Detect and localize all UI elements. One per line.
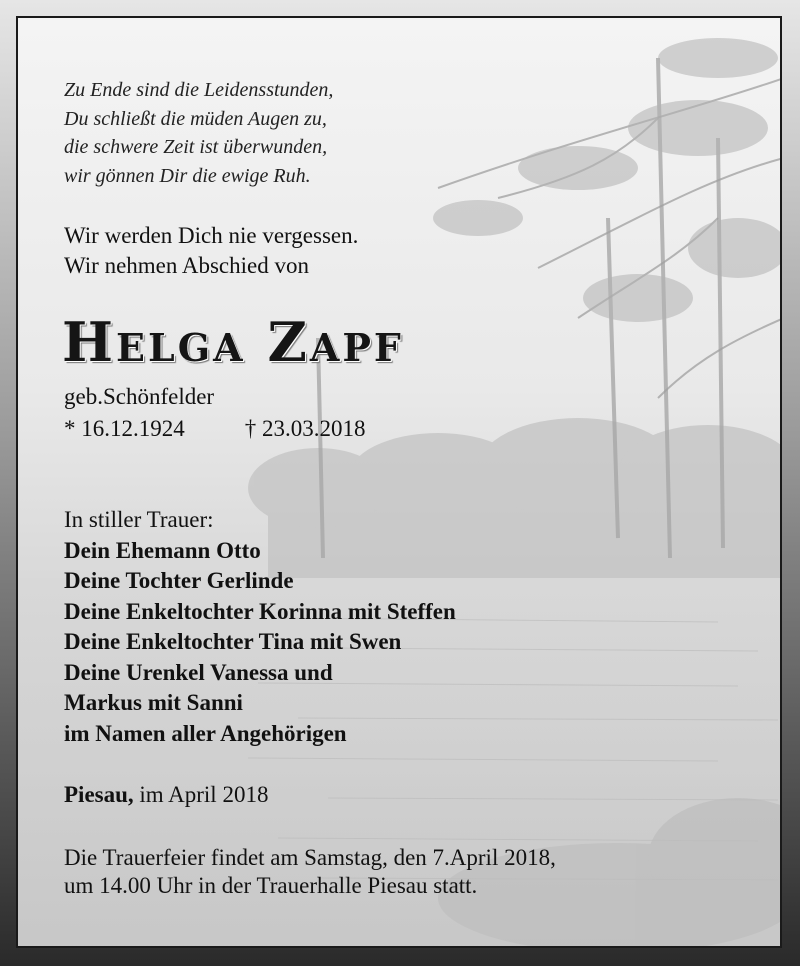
mourner-name: Markus mit Sanni bbox=[64, 690, 243, 715]
mourner-name: Dein Ehemann Otto bbox=[64, 537, 261, 563]
place-date: im April 2018 bbox=[139, 782, 269, 807]
memorial-verse bbox=[64, 76, 333, 190]
intro-line: Wir nehmen Abschied von bbox=[64, 253, 309, 278]
mourner-name: im Namen aller Angehörigen bbox=[64, 720, 347, 746]
verse-line: Zu Ende sind die Leidensstunden, bbox=[64, 79, 334, 101]
funeral-notice bbox=[64, 844, 556, 900]
verse-line: wir gönnen Dir die ewige Ruh. bbox=[64, 164, 311, 187]
mourner-name: Deine Enkeltochter Tina mit Swen bbox=[64, 629, 402, 654]
life-dates bbox=[64, 416, 366, 442]
funeral-line: um 14.00 Uhr in der Trauerhalle Piesau statt. bbox=[64, 873, 478, 898]
obituary-content bbox=[18, 18, 782, 948]
intro-line: Wir werden Dich nie vergessen. bbox=[64, 223, 359, 248]
mourners-list bbox=[64, 505, 456, 749]
funeral-line: Die Trauerfeier findet am Samstag, den 7.April 2018, bbox=[64, 845, 556, 870]
death-date: † 23.03.2018 bbox=[244, 416, 366, 441]
verse-line: Du schließt die müden Augen zu, bbox=[64, 107, 327, 130]
obituary-frame bbox=[16, 16, 782, 948]
deceased-name: Helga Zapf bbox=[62, 310, 404, 374]
mourner-name: Deine Tochter Gerlinde bbox=[64, 568, 294, 593]
place-and-date bbox=[64, 782, 268, 808]
birth-date: * 16.12.1924 bbox=[64, 416, 185, 441]
place-city: Piesau, bbox=[64, 782, 134, 807]
mourner-name: Deine Enkeltochter Korinna mit Steffen bbox=[64, 598, 456, 624]
mourners-heading: In stiller Trauer: bbox=[64, 507, 214, 532]
maiden-name: geb.Schönfelder bbox=[64, 384, 215, 409]
farewell-intro bbox=[64, 221, 358, 281]
verse-line: die schwere Zeit ist überwunden, bbox=[64, 136, 328, 158]
mourner-name: Deine Urenkel Vanessa und bbox=[64, 659, 333, 685]
